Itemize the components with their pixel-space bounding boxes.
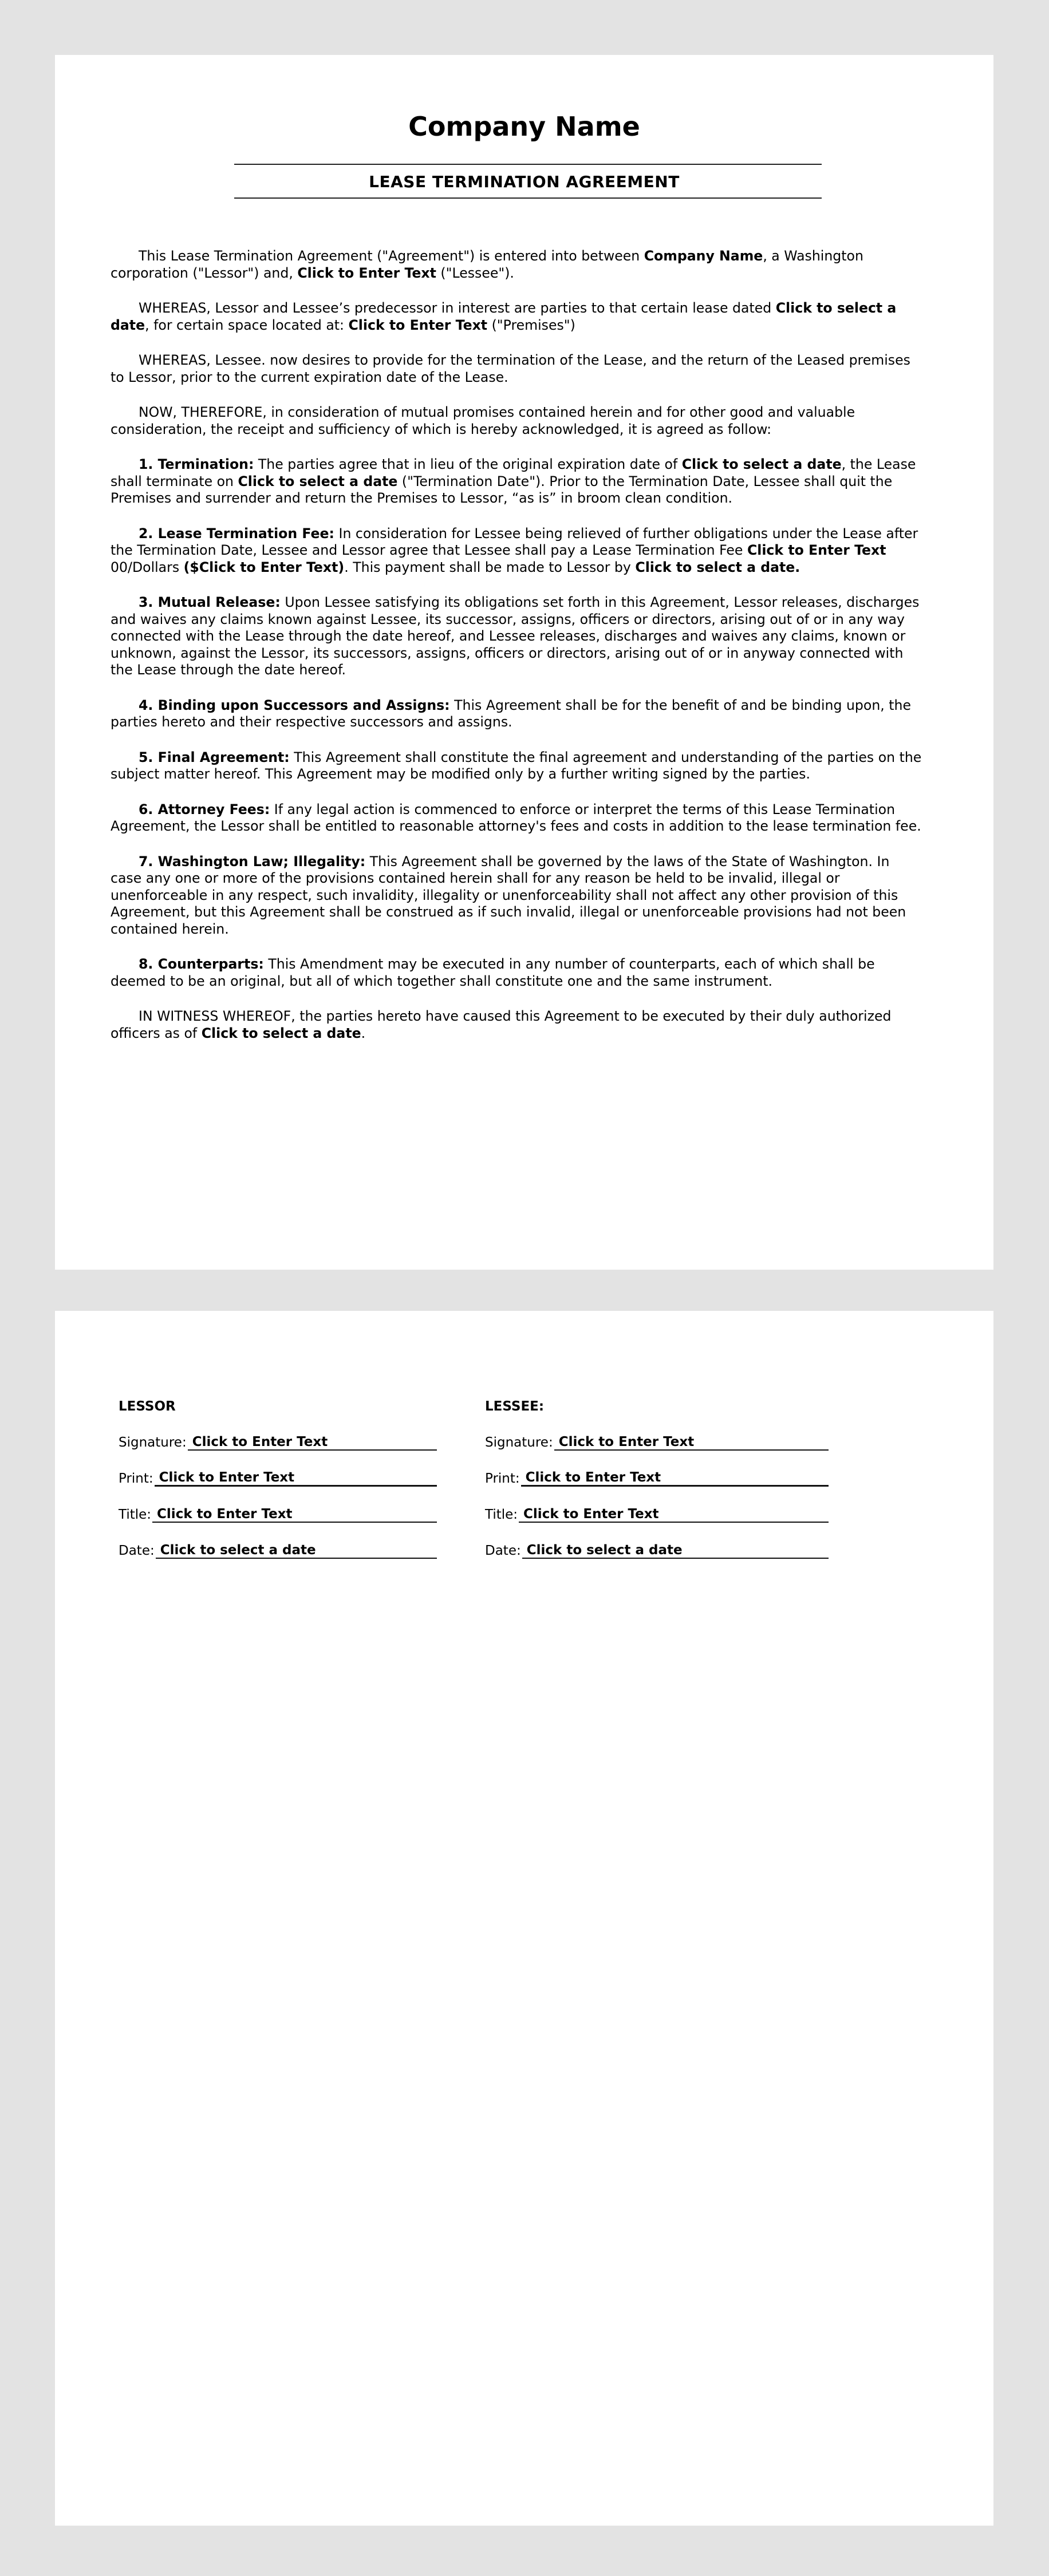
lessee-signature-field[interactable]: Click to Enter Text (554, 1435, 829, 1451)
form-field-placeholder[interactable]: Click to select a date. (635, 559, 800, 575)
form-field-placeholder[interactable]: ($Click to Enter Text) (183, 559, 345, 575)
lessee-print-row (485, 1469, 829, 1487)
lessee-date-row (485, 1542, 829, 1559)
paragraph-text: ("Termination Date"). Prior to the Termination Date, Lessee shall quit the Premises and surrender and return the Premises to Lessor, “as is” in broom clean condition. (111, 473, 893, 506)
agreement-paragraph (111, 1008, 922, 1042)
bold-text: 8. Counterparts: (139, 956, 264, 972)
lessor-print-field[interactable]: Click to Enter Text (155, 1470, 437, 1487)
paragraph-text: In consideration for Lessee being relieved of further obligations under the Lease after the Termination Date, Lessee and Lessor agree that Lessee shall pay a Lease Termination Fee (111, 525, 918, 558)
lessee-signature-row (485, 1433, 829, 1451)
paragraph-text: , for certain space located at: (145, 317, 349, 333)
paragraph-text: WHEREAS, Lessee. now desires to provide for the termination of the Lease, and the return of the Leased premises to Lessor, prior to the current expiration date of the Lease. (111, 352, 910, 385)
title-label: Title: (485, 1507, 518, 1522)
form-field-placeholder[interactable]: Click to select a date (111, 300, 897, 333)
agreement-paragraph (111, 352, 922, 386)
paragraph-text: If any legal action is commenced to enforce or interpret the terms of this Lease Termination Agreement, the Lessor shall be entitled to reasonable attorney's fees and costs in addition to the lease termination fee. (111, 801, 921, 834)
document-page-1 (55, 55, 993, 1270)
document-page-2 (55, 1311, 993, 2526)
agreement-paragraph (111, 697, 922, 731)
lessor-title-row (119, 1506, 437, 1523)
date-label: Date: (119, 1543, 155, 1558)
lessee-signature-block (485, 1398, 829, 1578)
paragraph-text: NOW, THEREFORE, in consideration of mutual promises contained herein and for other good and valuable consideration, the receipt and sufficiency of which is hereby acknowledged, it is agreed as follow: (111, 404, 855, 437)
print-label: Print: (119, 1471, 153, 1486)
date-label: Date: (485, 1543, 521, 1558)
agreement-paragraph (111, 801, 922, 835)
lessee-date-field[interactable]: Click to select a date (522, 1543, 829, 1559)
bold-text: 4. Binding upon Successors and Assigns: (139, 697, 450, 713)
lessor-signature-field[interactable]: Click to Enter Text (188, 1435, 437, 1451)
agreement-paragraph (111, 526, 922, 576)
lessor-signature-block (119, 1398, 437, 1578)
lessor-date-field[interactable]: Click to select a date (156, 1543, 437, 1559)
signature-label: Signature: (119, 1435, 187, 1450)
paragraph-text: , a Washington corporation ("Lessor") and, (111, 248, 863, 281)
title-rule-top (234, 164, 822, 165)
bold-text: 5. Final Agreement: (139, 749, 290, 765)
paragraph-text: The parties agree that in lieu of the original expiration date of (254, 456, 682, 472)
title-rule-bottom (234, 197, 822, 199)
document-title: LEASE TERMINATION AGREEMENT (369, 172, 680, 191)
lessor-heading: LESSOR (119, 1399, 176, 1414)
agreement-paragraph (111, 749, 922, 783)
lessee-title-row (485, 1506, 829, 1523)
form-field-placeholder[interactable]: Click to Enter Text (348, 317, 488, 333)
bold-text: 3. Mutual Release: (139, 594, 281, 610)
print-label: Print: (485, 1471, 520, 1486)
signature-label: Signature: (485, 1435, 553, 1450)
lessee-print-field[interactable]: Click to Enter Text (521, 1470, 829, 1487)
lessor-print-row (119, 1469, 437, 1487)
bold-text: 7. Washington Law; Illegality: (139, 853, 366, 870)
agreement-paragraph (111, 456, 922, 507)
agreement-paragraph (111, 300, 922, 334)
form-field-placeholder[interactable]: Click to select a date (201, 1025, 361, 1041)
bold-text: Company Name (644, 248, 763, 264)
lessor-date-row (119, 1542, 437, 1559)
bold-text: 6. Attorney Fees: (139, 801, 270, 817)
agreement-paragraph (111, 956, 922, 990)
agreement-paragraph (111, 854, 922, 938)
paragraph-text: IN WITNESS WHEREOF, the parties hereto have caused this Agreement to be executed by their duly authorized officers as of (111, 1008, 892, 1041)
form-field-placeholder[interactable]: Click to Enter Text (747, 542, 886, 558)
form-field-placeholder[interactable]: Click to Enter Text (297, 264, 436, 281)
paragraph-text: WHEREAS, Lessor and Lessee’s predecessor in interest are parties to that certain lease dated (139, 300, 776, 316)
company-name-heading: Company Name (408, 111, 640, 142)
paragraph-text: , the Lease shall terminate on (111, 456, 916, 489)
lessee-title-field[interactable]: Click to Enter Text (519, 1507, 829, 1523)
form-field-placeholder[interactable]: Click to select a date (238, 473, 398, 489)
agreement-paragraph (111, 404, 922, 438)
agreement-paragraph (111, 594, 922, 679)
paragraph-text: ("Lessee"). (436, 264, 514, 281)
lessee-heading: LESSEE: (485, 1399, 545, 1414)
paragraph-text: Upon Lessee satisfying its obligations set forth in this Agreement, Lessor releases, discharges and waives any claims known against Lessee, its successor, assigns, officers or directors, arising out of or in any way connected with the Lease through the date hereof, and Lessee releases, discharges and waives any claims, known or unknown, against the Lessor, its successors, assigns, officers or directors, arising out of or in anyway connected with the Lease through the date hereof. (111, 594, 920, 678)
paragraph-text: . This payment shall be made to Lessor by (344, 559, 636, 575)
paragraph-text: ("Premises") (487, 317, 575, 333)
paragraph-text: . (361, 1025, 366, 1041)
paragraph-text: This Amendment may be executed in any number of counterparts, each of which shall be deemed to be an original, but all of which together shall constitute one and the same instrument. (111, 956, 875, 989)
form-field-placeholder[interactable]: Click to select a date (681, 456, 842, 472)
paragraph-text: This Lease Termination Agreement ("Agreement") is entered into between (139, 248, 644, 264)
paragraph-text: This Agreement shall be for the benefit of and be binding upon, the parties hereto and their respective successors and assigns. (111, 697, 912, 730)
bold-text: 2. Lease Termination Fee: (139, 525, 334, 542)
agreement-body (111, 248, 922, 1060)
paragraph-text: 00/Dollars (111, 559, 184, 575)
agreement-paragraph (111, 248, 922, 282)
title-label: Title: (119, 1507, 152, 1522)
lessor-signature-row (119, 1433, 437, 1451)
lessor-title-field[interactable]: Click to Enter Text (152, 1507, 437, 1523)
bold-text: 1. Termination: (139, 456, 254, 472)
paragraph-text: This Agreement shall be governed by the laws of the State of Washington. In case any one or more of the provisions contained herein shall for any reason be held to be invalid, illegal or unenforceable in any respect, such invalidity, illegality or unenforceability shall not affect any other provision of this Agreement, but this Agreement shall be construed as if such invalid, illegal or unenforceable provisions had not been contained herein. (111, 853, 906, 937)
paragraph-text: This Agreement shall constitute the final agreement and understanding of the parties on the subject matter hereof. This Agreement may be modified only by a further writing signed by the parties. (111, 749, 922, 782)
